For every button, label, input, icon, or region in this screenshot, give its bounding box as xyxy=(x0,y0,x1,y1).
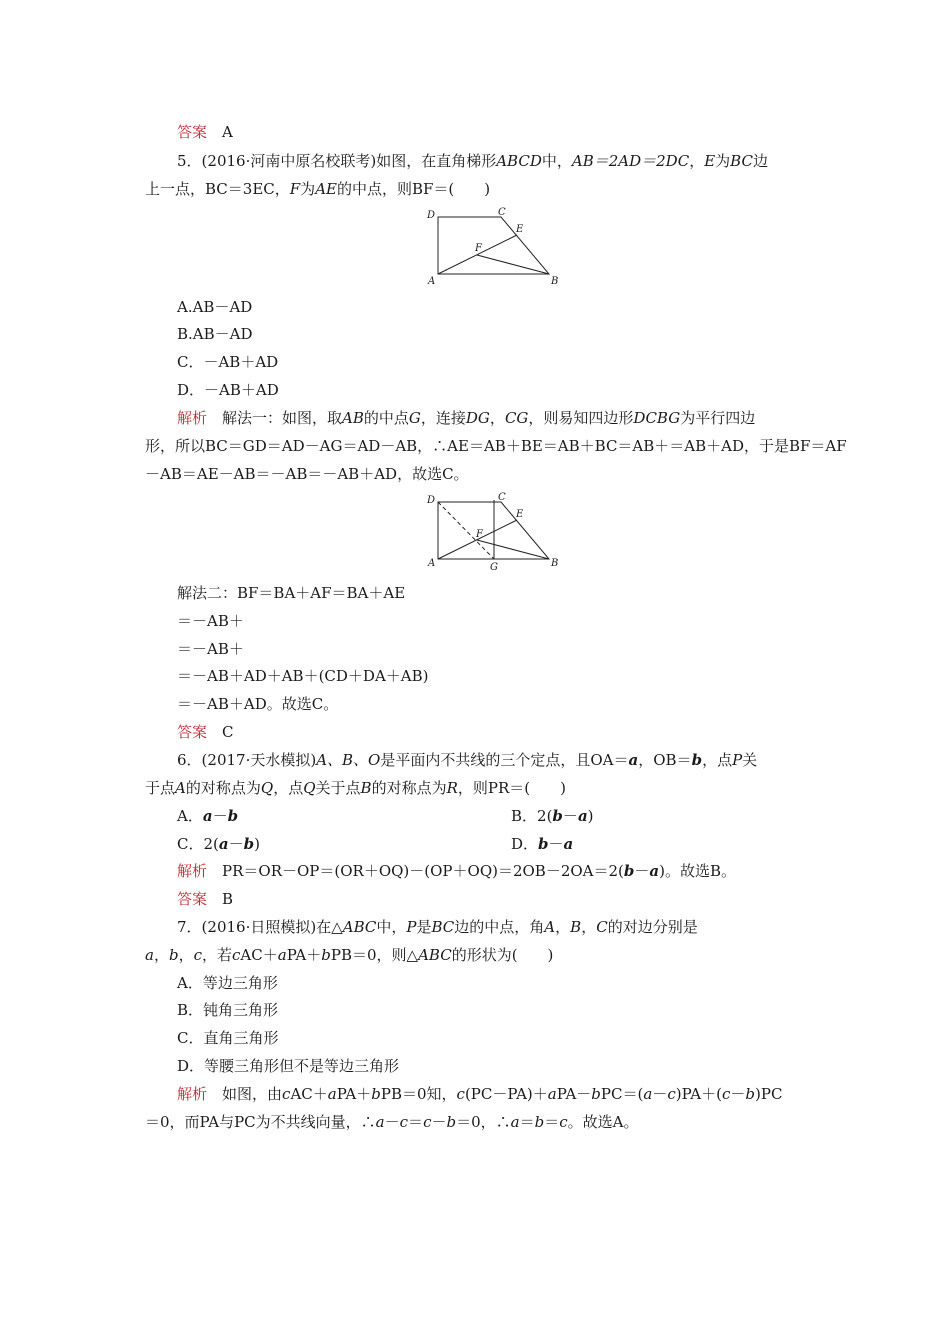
label-E: E xyxy=(516,224,524,235)
q7-option-d: D．等腰三角形但不是等边三角形 xyxy=(177,1057,400,1075)
answer-value: C xyxy=(222,723,234,741)
q6-option-c: C．2(a－b) xyxy=(177,835,260,853)
q6-stem-line1: 6．(2017·天水模拟)A、B、O是平面内不共线的三个定点，且OA＝a，OB＝b，点P关 xyxy=(177,751,758,769)
q7-stem-line2: a，b，c，若cAC＋aPA＋bPB＝0，则△ABC的形状为( ) xyxy=(145,946,554,964)
q5-stem-line2: 上一点，BC＝3EC，F为AE的中点，则BF＝( ) xyxy=(145,180,491,198)
q7-option-a: A．等边三角形 xyxy=(177,974,278,992)
q7-option-b: B．钝角三角形 xyxy=(177,1001,279,1019)
label-B: B xyxy=(551,276,559,287)
q6-analysis-line: 解析 PR＝OR－OP＝(OR＋OQ)－(OP＋OQ)＝2OB－2OA＝2(b－a)。故选B。 xyxy=(177,862,737,880)
q7-option-c: C．直角三角形 xyxy=(177,1029,279,1047)
answer-value: A xyxy=(222,123,233,141)
q4-answer-line xyxy=(177,122,233,142)
q5-method2-line5: ＝－AB＋AD。故选C。 xyxy=(177,695,339,713)
answer-label: 答案 xyxy=(177,723,208,741)
q7-stem-line1: 7．(2016·日照模拟)在△ABC中，P是BC边的中点，角A，B，C的对边分别是 xyxy=(177,918,698,936)
q7-analysis-line2: ＝0，而PA与PC为不共线向量，∴a－c＝c－b＝0，∴a＝b＝c。故选A。 xyxy=(145,1113,639,1131)
label-D: D xyxy=(427,210,436,221)
q6-answer-line xyxy=(177,889,233,909)
label-F: F xyxy=(476,529,483,540)
q6-option-a: A．a－b xyxy=(177,807,239,825)
q6-option-b: B．2(b－a) xyxy=(511,807,594,825)
q5-method2-line1: 解法二：BF＝BA＋AF＝BA＋AE xyxy=(177,584,406,602)
label-D: D xyxy=(427,495,436,506)
answer-value: B xyxy=(222,890,234,908)
q5-method2-line3: ＝－AB＋ xyxy=(177,640,244,658)
q5-option-b: B.AB－AD xyxy=(177,325,253,343)
analysis-label: 解析 xyxy=(177,1085,208,1103)
analysis-label: 解析 xyxy=(177,409,208,427)
trapezoid-figure-2 xyxy=(420,490,570,575)
q5-analysis-line1: 解析 解法一：如图，取AB的中点G，连接DG，CG，则易知四边形DCBG为平行四边 xyxy=(177,409,756,427)
q5-analysis-line2: 形，所以BC＝GD＝AD－AG＝AD－AB，∴AE＝AB＋BE＝AB＋BC＝AB＋＝AB＋AD，于是BF＝AF xyxy=(145,437,847,455)
q5-answer-line xyxy=(177,722,234,742)
q6-option-d: D．b－a xyxy=(511,835,574,853)
label-A: A xyxy=(428,558,436,569)
answer-label: 答案 xyxy=(177,123,208,141)
q5-option-d: D．－AB＋AD xyxy=(177,381,279,399)
trapezoid-figure-1 xyxy=(420,205,570,290)
q6-stem-line2: 于点A的对称点为Q，点Q关于点B的对称点为R，则PR＝( ) xyxy=(145,779,566,797)
q5-option-c: C．－AB＋AD xyxy=(177,353,279,371)
q7-analysis-line1: 解析 如图，由cAC＋aPA＋bPB＝0知，c(PC－PA)＋aPA－bPC＝(a－c)PA＋(c－b)PC xyxy=(177,1085,783,1103)
q5-method2-line2: ＝－AB＋ xyxy=(177,612,244,630)
analysis-label: 解析 xyxy=(177,862,208,880)
label-F: F xyxy=(475,243,482,254)
q5-analysis-line3: －AB＝AE－AB＝－AB＝－AB＋AD，故选C。 xyxy=(145,465,469,483)
answer-label: 答案 xyxy=(177,890,208,908)
q5-stem-line1: 5．(2016·河南中原名校联考)如图，在直角梯形ABCD中，AB＝2AD＝2DC，E为BC边 xyxy=(177,152,768,170)
label-E: E xyxy=(516,509,524,520)
label-C: C xyxy=(498,207,506,218)
label-A: A xyxy=(428,276,436,287)
label-C: C xyxy=(498,492,506,503)
label-G: G xyxy=(490,562,498,573)
label-B: B xyxy=(551,558,559,569)
q5-method2-line4: ＝－AB＋AD＋AB＋(CD＋DA＋AB) xyxy=(177,667,429,685)
q5-option-a: A.AB－AD xyxy=(177,298,253,316)
